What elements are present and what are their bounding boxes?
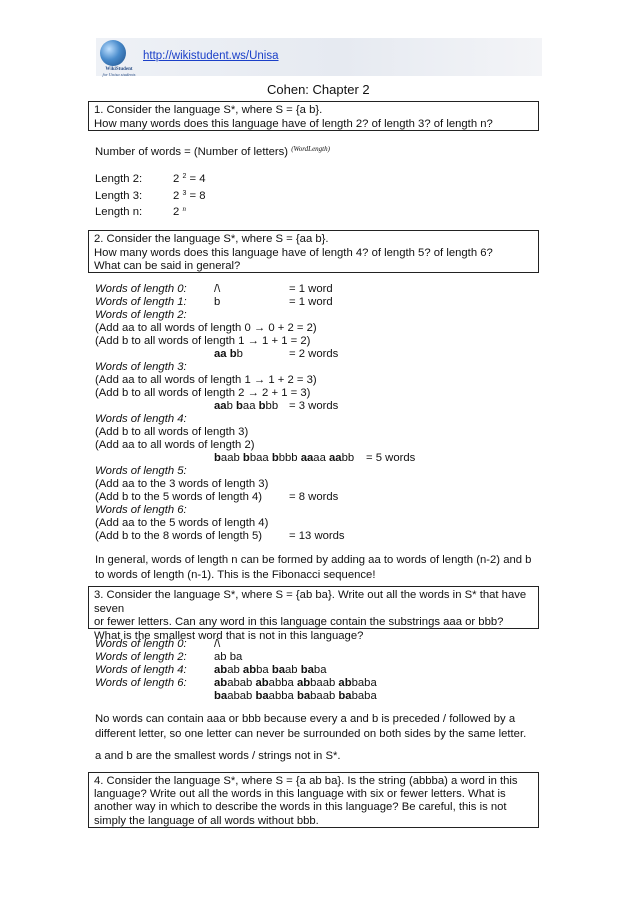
- question-2-box: [88, 230, 539, 273]
- q2-len2-count: = 2 words: [289, 348, 339, 360]
- q2-len4-step-b: (Add aa to all words of length 2): [95, 439, 255, 451]
- globe-logo-icon: [100, 40, 126, 66]
- q2-len0-word: /\: [214, 283, 221, 295]
- question-2-line1: 2. Consider the language S*, where S = {aa b}.: [94, 233, 329, 245]
- q2-conclusion: In general, words of length n can be formed by adding aa to words of length (n-2) and b to words of length (n-1). This is the Fibonacci sequence!: [95, 554, 532, 581]
- q3-len2-label: Words of length 2:: [95, 651, 187, 663]
- q3-len6-label: Words of length 6:: [95, 677, 187, 689]
- q2-len2-step-a: (Add aa to all words of length 0 → 0 + 2 = 2): [95, 322, 317, 334]
- question-1-line2: How many words does this language have of length 2? of length 3? of length n?: [94, 117, 493, 130]
- logo-text: [96, 67, 142, 77]
- q2-len3-count: = 3 words: [289, 400, 339, 412]
- q2-len4-step-a: (Add b to all words of length 3): [95, 426, 249, 438]
- row-label: Length 2:: [95, 173, 143, 185]
- formula-exponent: (WordLength): [291, 145, 330, 153]
- q2-len0-label: Words of length 0:: [95, 283, 187, 295]
- question-2-line3: What can be said in general?: [94, 260, 241, 272]
- formula-line: [95, 146, 330, 161]
- question-1-line1: 1. Consider the language S*, where S = {a b}.: [94, 104, 323, 116]
- q2-len1-count: = 1 word: [289, 296, 333, 308]
- logo-line2: for Unisa students: [102, 72, 136, 77]
- q3-smallest: a and b are the smallest words / strings not in S*.: [95, 750, 341, 762]
- page-title: Cohen: Chapter 2: [267, 82, 370, 97]
- q3-len4-label: Words of length 4:: [95, 664, 187, 676]
- q2-len3-step-a: (Add aa to all words of length 1 → 1 + 2 = 3): [95, 374, 317, 386]
- row-value: 2 $^3$ = 8: [173, 190, 206, 202]
- question-4-text: 4. Consider the language S*, where S = {a ab ba}. Is the string (abbba) a word in this language? Write out all the words in this language with six or fewer letters. What is another way in which to describe the words in this language? Be careful, this is not simply the language of all words without bbb.: [94, 775, 518, 827]
- q3-len0-value: /\: [214, 638, 221, 650]
- q2-len2-step-b: (Add b to all words of length 1 → 1 + 1 = 2): [95, 335, 311, 347]
- q2-len6-step-b: (Add b to the 8 words of length 5): [95, 530, 263, 542]
- q3-len2-value: ab ba: [214, 651, 243, 663]
- question-3-line1: 3. Consider the language S*, where S = {ab ba}. Write out all the words in S* that have seven: [94, 589, 527, 615]
- q2-len2-words: aa bb: [214, 348, 243, 360]
- q3-len4-words: abab abba baab baba: [214, 664, 327, 676]
- length-n-row: [95, 205, 186, 220]
- logo-line1: WikiStudent: [105, 67, 133, 72]
- row-label: Length n:: [95, 206, 143, 218]
- wikistudent-link[interactable]: http://wikistudent.ws/Unisa: [143, 50, 279, 62]
- q2-len4-count: = 5 words: [366, 452, 416, 464]
- question-3-line2: or fewer letters. Can any word in this language contain the substrings aaa or bbb?: [94, 616, 504, 628]
- q2-len1-label: Words of length 1:: [95, 296, 187, 308]
- row-value: 2 $^2$ = 4: [173, 173, 206, 185]
- question-3-line3: What is the smallest word that is not in this language?: [94, 629, 364, 642]
- q2-len0-count: = 1 word: [289, 283, 333, 295]
- length-2-row: [95, 173, 206, 187]
- question-4-box: [88, 772, 539, 828]
- q2-len3-step-b: (Add b to all words of length 2 → 2 + 1 = 3): [95, 387, 311, 399]
- question-2-line2: How many words does this language have of length 4? of length 5? of length 6?: [94, 246, 493, 259]
- q2-len1-word: b: [214, 296, 221, 308]
- q3-len6-words-1: ababab ababba abbaab abbaba: [214, 677, 377, 689]
- row-label: Length 3:: [95, 190, 143, 202]
- q2-len5-step-a: (Add aa to the 3 words of length 3): [95, 478, 269, 490]
- question-1-box: [88, 101, 539, 131]
- q3-explanation: No words can contain aaa or bbb because every a and b is preceded / followed by a different letter, so one letter can never be surrounded on both sides by the same letter.: [95, 713, 527, 740]
- q2-len3-words: aab baa bbb: [214, 400, 279, 412]
- formula-label: Number of words = (Number of letters): [95, 146, 289, 158]
- row-value: 2 $^n$: [173, 205, 186, 218]
- q3-len0-label: Words of length 0:: [95, 638, 187, 650]
- q2-len5-count: = 8 words: [289, 491, 339, 503]
- q2-len3-label: Words of length 3:: [95, 361, 187, 373]
- q2-len6-step-a: (Add aa to the 5 words of length 4): [95, 517, 269, 529]
- length-3-row: [95, 190, 206, 204]
- q2-len5-label: Words of length 5:: [95, 465, 187, 477]
- q2-len4-label: Words of length 4:: [95, 413, 187, 425]
- q2-len4-words: baab bbaa bbbb aaaa aabb: [214, 452, 355, 464]
- q3-len6-words-2: baabab baabba babaab bababa: [214, 690, 377, 702]
- q2-len5-step-b: (Add b to the 5 words of length 4): [95, 491, 263, 503]
- q2-len6-count: = 13 words: [289, 530, 345, 542]
- q2-len2-label: Words of length 2:: [95, 309, 187, 321]
- q2-len6-label: Words of length 6:: [95, 504, 187, 516]
- question-3-box: [88, 586, 539, 642]
